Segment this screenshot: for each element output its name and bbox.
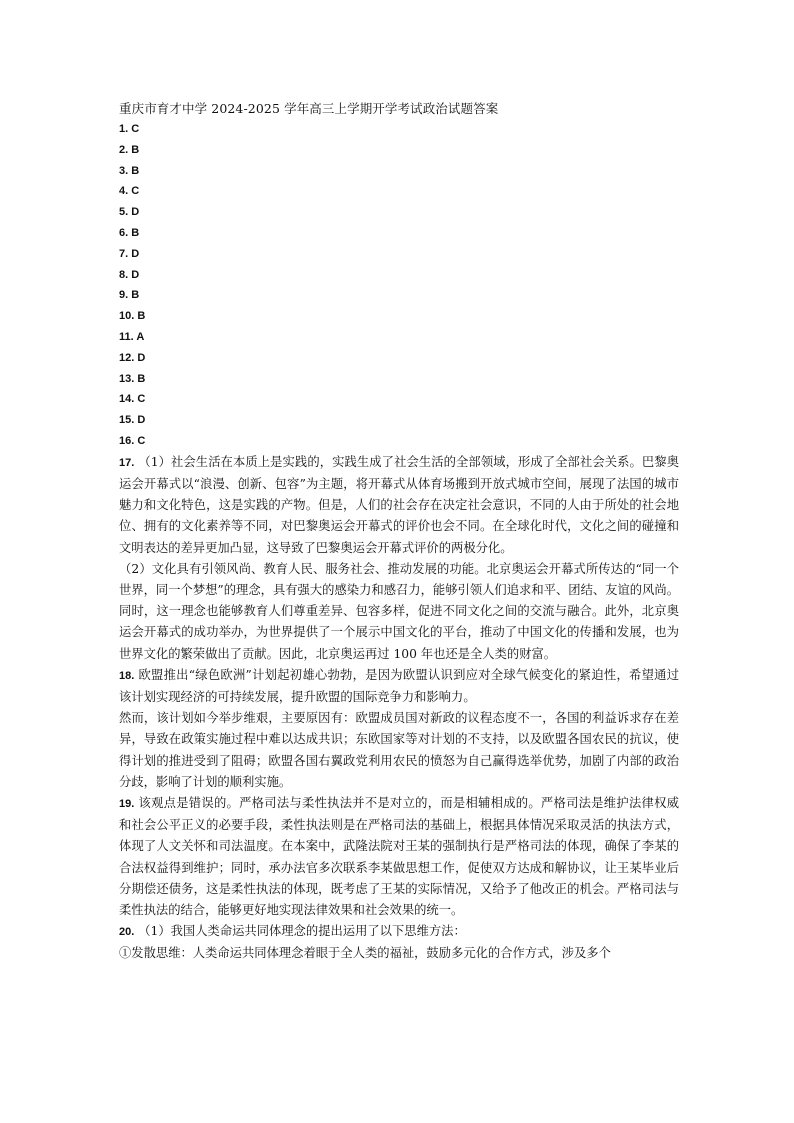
answer-text: ①发散思维：人类命运共同体理念着眼于全人类的福祉，鼓励多元化的合作方式，涉及多个 <box>119 946 611 961</box>
question-number: 5. <box>119 206 129 219</box>
answer-letter: A <box>136 330 145 343</box>
paragraph <box>119 665 679 708</box>
question-number: 8. <box>119 268 129 281</box>
answer-letter: D <box>131 268 140 281</box>
multiple-choice-answers <box>119 119 679 452</box>
question-number: 16. <box>119 434 135 447</box>
answer-text: 欧盟推出“绿色欧洲”计划起初雄心勃勃，是因为欧盟认识到应对全球气候变化的紧迫性，希望通过该计划实现经济的可持续发展，提升欧盟的国际竞争力和影响力。 <box>119 667 679 704</box>
question-17-answer <box>119 452 679 665</box>
paragraph <box>119 921 679 943</box>
question-number: 20. <box>119 926 135 939</box>
answer-item <box>119 223 679 244</box>
answer-text: 然而，该计划如今举步维艰，主要原因有：欧盟成员国对新政的议程态度不一，各国的利益诉求存在差异，导致在政策实施过程中难以达成共识；东欧国家等对计划的不支持，以及欧盟各国农民的抗议，使得计划的推进受到了阻碍；欧盟各国右翼政党利用农民的愤怒为自己赢得选举优势，加剧了内部的政治分歧，影响了计划的顺利实施。 <box>119 711 679 789</box>
answer-item <box>119 389 679 410</box>
answer-letter: C <box>137 434 146 447</box>
question-number: 18. <box>119 669 135 682</box>
question-number: 15. <box>119 414 135 427</box>
question-number: 17. <box>119 456 135 469</box>
question-number: 9. <box>119 289 129 302</box>
answer-letter: D <box>137 414 146 427</box>
answer-item <box>119 140 679 161</box>
paragraph <box>119 708 679 793</box>
answer-item <box>119 202 679 223</box>
answer-item <box>119 119 679 140</box>
question-number: 3. <box>119 164 129 177</box>
question-number: 13. <box>119 372 135 385</box>
answer-item <box>119 431 679 452</box>
question-19-answer <box>119 793 679 921</box>
answer-letter: C <box>137 393 146 406</box>
question-number: 6. <box>119 226 129 239</box>
answer-letter: B <box>131 226 140 239</box>
question-number: 19. <box>119 798 135 810</box>
answer-text: （1）社会生活在本质上是实践的，实践生成了社会生活的全部领域，形成了全部社会关系。巴黎奥运会开幕式以“浪漫、创新、包容”为主题，将开幕式从体育场搬到开放式城市空间，展现了法国的城市魅力和文化特色，这是实践的产物。但是，人们的社会存在决定社会意识，不同的人由于所处的社会地位、拥有的文化素养等不同，对巴黎奥运会开幕式的评价也会不同。在全球化时代，文化之间的碰撞和文明表达的差异更加凸显，这导致了巴黎奥运会开幕式评价的两极分化。 <box>119 454 679 555</box>
paragraph <box>119 452 679 559</box>
answer-letter: C <box>131 123 140 135</box>
paragraph <box>119 793 679 921</box>
document-title: 重庆市育才中学 2024-2025 学年高三上学期开学考试政治试题答案 <box>119 101 499 116</box>
answer-item <box>119 327 679 348</box>
document-content <box>119 98 679 965</box>
answer-item <box>119 369 679 390</box>
paragraph <box>119 559 679 665</box>
question-number: 2. <box>119 143 129 156</box>
question-number: 12. <box>119 351 135 364</box>
answer-item <box>119 181 679 202</box>
answer-item <box>119 265 679 286</box>
question-number: 1. <box>119 123 129 135</box>
answer-letter: D <box>131 206 140 219</box>
answer-item <box>119 348 679 369</box>
answer-letter: B <box>137 310 146 323</box>
answer-letter: B <box>131 164 140 177</box>
question-18-answer <box>119 665 679 793</box>
answer-letter: C <box>131 185 140 198</box>
answer-text: （1）我国人类命运共同体理念的提出运用了以下思维方法： <box>138 924 466 939</box>
question-number: 4. <box>119 185 129 198</box>
answer-letter: B <box>131 143 140 156</box>
answer-letter: D <box>131 247 140 260</box>
question-number: 14. <box>119 393 135 406</box>
question-number: 7. <box>119 247 129 260</box>
answer-text: （2）文化具有引领风尚、教育人民、服务社会、推动发展的功能。北京奥运会开幕式所传达的“同一个世界，同一个梦想”的理念，具有强大的感染力和感召力，能够引领人们追求和平、团结、友谊的风尚。同时，这一理念也能够教育人们尊重差异、包容多样，促进不同文化之间的交流与融合。此外，北京奥运会开幕式的成功举办，为世界提供了一个展示中国文化的平台，推动了中国文化的传播和发展，也为世界文化的繁荣做出了贡献。因此，北京奥运再过 100 年也还是全人类的财富。 <box>119 561 679 661</box>
question-number: 11. <box>119 330 134 343</box>
question-number: 10. <box>119 310 135 323</box>
answer-letter: B <box>137 372 146 385</box>
answer-letter: B <box>131 289 140 302</box>
answer-item <box>119 410 679 431</box>
answer-text: 该观点是错误的。严格司法与柔性执法并不是对立的，而是相辅相成的。严格司法是维护法律权威和社会公平正义的必要手段，柔性执法则是在严格司法的基础上，根据具体情况采取灵活的执法方式，体现了人文关怀和司法温度。在本案中，武隆法院对王某的强制执行是严格司法的体现，确保了李某的合法权益得到维护；同时，承办法官多次联系李某做思想工作，促使双方达成和解协议，让王某毕业后分期偿还债务，这是柔性执法的体现，既考虑了王某的实际情况，又给予了他改正的机会。严格司法与柔性执法的结合，能够更好地实现法律效果和社会效果的统一。 <box>119 796 679 918</box>
question-20-answer <box>119 921 679 964</box>
answer-item <box>119 244 679 265</box>
answer-item <box>119 306 679 327</box>
answer-letter: D <box>137 351 146 364</box>
answer-item <box>119 161 679 182</box>
paragraph <box>119 943 679 964</box>
answer-item <box>119 285 679 306</box>
